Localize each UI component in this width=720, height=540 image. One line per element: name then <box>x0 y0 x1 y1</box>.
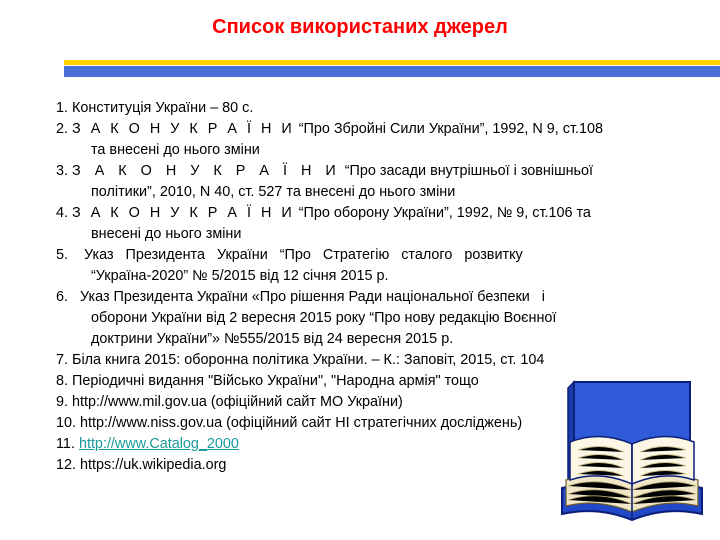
item-number: 3. <box>56 163 72 179</box>
list-item <box>56 245 676 287</box>
header-stripe-blue <box>64 66 720 77</box>
open-book-icon <box>558 380 706 530</box>
law-label: З А К О Н У К Р А Ї Н И <box>72 163 341 179</box>
list-item: 9. http://www.mil.gov.ua (офіційний сайт МО України) <box>56 394 403 410</box>
catalog-link[interactable]: http://www.Catalog_2000 <box>78 436 239 452</box>
list-item <box>56 119 676 161</box>
header-stripe-yellow <box>64 60 720 65</box>
item-number: 2. <box>56 121 72 137</box>
list-item: 10. http://www.niss.gov.ua (офіційний сайт НІ стратегічних досліджень) <box>56 415 523 431</box>
item-continuation: оборони України від 2 вересня 2015 року “Про нову редакцію Воєнної <box>91 310 557 326</box>
item-number: 11. <box>56 436 79 452</box>
list-item: 7. Біла книга 2015: оборонна політика України. – К.: Заповіт, 2015, ст. 104 <box>56 352 545 368</box>
item-text: “Про оборону України”, 1992, № 9, ст.106 та <box>294 205 591 221</box>
list-item: 8. Періодичні видання "Військо України", "Народна армія" тощо <box>56 373 479 389</box>
item-continuation: доктрини України”» №555/2015 від 24 вересня 2015 р. <box>91 331 454 347</box>
item-text: “Про засади внутрішньої і зовнішньої <box>340 163 594 179</box>
item-continuation: внесені до нього зміни <box>91 226 242 242</box>
list-item <box>56 161 676 203</box>
list-item <box>56 287 676 350</box>
item-continuation: політики”, 2010, N 40, ст. 527 та внесені до нього зміни <box>91 184 456 200</box>
item-continuation: та внесені до нього зміни <box>91 142 260 158</box>
list-item: 12. https://uk.wikipedia.org <box>56 457 227 473</box>
law-label: З А К О Н У К Р А Ї Н И <box>72 205 295 221</box>
item-text: 6. Указ Президента України «Про рішення Ради національної безпеки і <box>56 289 545 305</box>
list-item <box>56 203 676 245</box>
item-text: 5. Указ Президента України “Про Стратегію сталого розвитку <box>56 247 523 263</box>
item-text: “Про Збройні Сили України”, 1992, N 9, ст.108 <box>294 121 603 137</box>
item-continuation: “Україна-2020” № 5/2015 від 12 січня 2015 р. <box>91 268 389 284</box>
law-label: З А К О Н У К Р А Ї Н И <box>72 121 295 137</box>
list-item: 1. Конституція України – 80 с. <box>56 100 254 116</box>
page-title: Список використаних джерел <box>212 16 508 38</box>
item-number: 4. <box>56 205 72 221</box>
